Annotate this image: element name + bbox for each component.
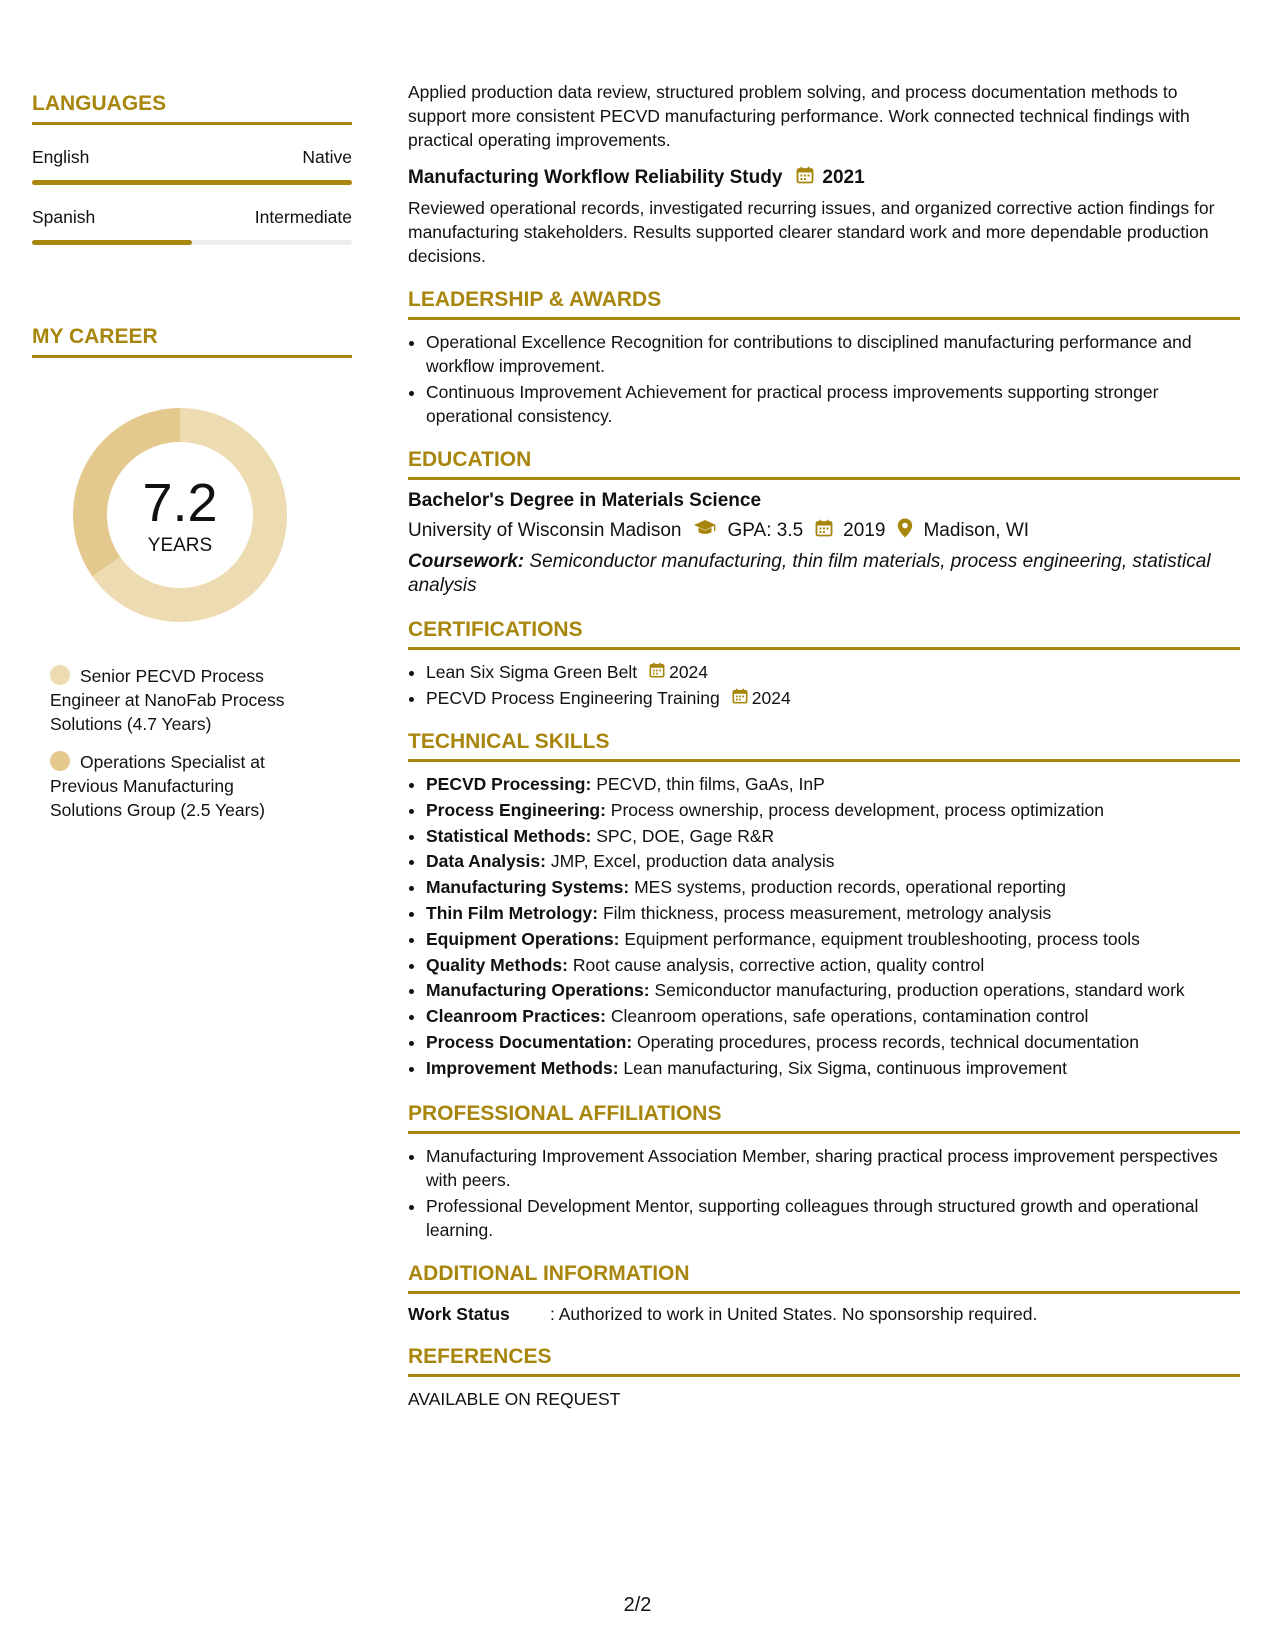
calendar-icon bbox=[649, 660, 665, 684]
skill-label: Statistical Methods: bbox=[426, 825, 592, 846]
skill-label: Process Engineering: bbox=[426, 799, 606, 820]
education-location: Madison, WI bbox=[923, 520, 1030, 541]
skill-label: PECVD Processing: bbox=[426, 774, 592, 794]
references-heading: REFERENCES bbox=[408, 1345, 1240, 1377]
skills-list bbox=[408, 772, 1240, 1082]
calendar-icon bbox=[732, 686, 748, 710]
skill-item bbox=[426, 927, 1240, 953]
career-legend-text: Senior PECVD Process Engineer at NanoFab Process Solutions (4.7 Years) bbox=[50, 666, 285, 734]
skill-value: Semiconductor manufacturing, production operations, standard work bbox=[654, 980, 1185, 1001]
certification-name: • Lean Six Sigma Green Belt bbox=[426, 662, 638, 682]
skill-value: Equipment performance, equipment troubleshooting, process tools bbox=[624, 928, 1140, 949]
certifications-list bbox=[408, 660, 1240, 710]
project-date: 2021 bbox=[822, 167, 865, 188]
skill-label: Data Analysis: bbox=[426, 851, 546, 872]
project-title: Manufacturing Workflow Reliability Study bbox=[408, 167, 783, 188]
skill-item bbox=[426, 1030, 1240, 1056]
languages-heading: LANGUAGES bbox=[32, 92, 352, 125]
certification-year: 2024 bbox=[669, 662, 709, 682]
education-coursework bbox=[408, 550, 1240, 598]
certifications-heading: CERTIFICATIONS bbox=[408, 618, 1240, 650]
skill-value: Operating procedures, process records, technical documentation bbox=[637, 1031, 1139, 1052]
coursework-label: Coursework: bbox=[408, 551, 525, 572]
education-gpa: GPA: 3.5 bbox=[727, 520, 804, 541]
language-item bbox=[32, 147, 352, 185]
career-legend bbox=[50, 664, 310, 822]
career-legend-text: Operations Specialist at Previous Manufacturing Solutions Group (2.5 Years) bbox=[50, 752, 265, 820]
legend-dot-icon bbox=[50, 751, 70, 771]
skill-item bbox=[426, 953, 1240, 979]
project-title-row bbox=[408, 166, 1240, 190]
project-description: Reviewed operational records, investigated recurring issues, and organized corrective action findings for manufacturing stakeholders. Results supported clearer standard work and more dependable production decisions. bbox=[408, 198, 1215, 266]
additional-info-heading: ADDITIONAL INFORMATION bbox=[408, 1262, 1240, 1294]
calendar-icon bbox=[796, 166, 814, 190]
references-text: AVAILABLE ON REQUEST bbox=[408, 1388, 621, 1409]
language-level-fill bbox=[32, 240, 192, 245]
language-level-fill bbox=[32, 180, 352, 185]
skill-item bbox=[426, 824, 1240, 850]
list-item bbox=[426, 686, 1240, 710]
language-name: English bbox=[32, 147, 90, 167]
skill-label: Quality Methods: bbox=[426, 954, 568, 975]
language-name: Spanish bbox=[32, 207, 96, 227]
skill-value: MES systems, production records, operational reporting bbox=[634, 877, 1066, 898]
career-legend-item bbox=[50, 750, 310, 822]
skill-value: Process ownership, process development, process optimization bbox=[610, 799, 1104, 820]
career-heading: MY CAREER bbox=[32, 325, 352, 358]
legend-dot-icon bbox=[50, 665, 70, 685]
graduation-cap-icon bbox=[693, 519, 717, 543]
affiliations-list bbox=[408, 1144, 1240, 1242]
career-donut-chart bbox=[67, 402, 293, 628]
skill-item bbox=[426, 798, 1240, 824]
skill-value: Lean manufacturing, Six Sigma, continuous improvement bbox=[623, 1057, 1067, 1078]
main-content bbox=[408, 80, 1240, 1411]
list-item: • Operational Excellence Recognition for contributions to disciplined manufacturing performance and workflow improvement. bbox=[426, 330, 1240, 378]
career-legend-item bbox=[50, 664, 310, 736]
language-level-bar bbox=[32, 180, 352, 185]
education-year: 2019 bbox=[843, 520, 886, 541]
skill-label: Manufacturing Operations: bbox=[426, 980, 650, 1001]
calendar-icon bbox=[815, 519, 833, 543]
skill-value: Root cause analysis, corrective action, quality control bbox=[572, 954, 985, 975]
sidebar bbox=[32, 92, 352, 836]
skill-label: Equipment Operations: bbox=[426, 928, 620, 949]
work-status-row bbox=[408, 1304, 1240, 1325]
skill-item bbox=[426, 849, 1240, 875]
language-item bbox=[32, 207, 352, 245]
list-item: • Continuous Improvement Achievement for practical process improvements supporting stronger operational consistency. bbox=[426, 380, 1240, 428]
career-total-years: 7.2 bbox=[142, 473, 218, 533]
list-item: • Manufacturing Improvement Association Member, sharing practical process improvement perspectives with peers. bbox=[426, 1144, 1240, 1192]
career-total-unit: YEARS bbox=[147, 535, 213, 556]
skill-value: Film thickness, process measurement, metrology analysis bbox=[602, 902, 1052, 923]
skill-value: Cleanroom operations, safe operations, contamination control bbox=[610, 1006, 1089, 1027]
skill-item bbox=[426, 901, 1240, 927]
skill-item bbox=[426, 978, 1240, 1004]
certification-name: • PECVD Process Engineering Training bbox=[426, 688, 720, 708]
coursework-text: Semiconductor manufacturing, thin film materials, process engineering, statistical analysis bbox=[408, 551, 1211, 596]
language-level: Intermediate bbox=[254, 207, 352, 227]
skill-item bbox=[426, 875, 1240, 901]
skill-value: JMP, Excel, production data analysis bbox=[550, 851, 835, 872]
skill-label: Improvement Methods: bbox=[426, 1057, 619, 1078]
skill-value: SPC, DOE, Gage R&R bbox=[596, 825, 775, 846]
project-intro: Applied production data review, structured problem solving, and process documentation methods to support more consistent PECVD manufacturing performance. Work connected technical findings with practical operating improvements. bbox=[408, 82, 1190, 150]
skill-label: Cleanroom Practices: bbox=[426, 1006, 606, 1027]
language-level-bar bbox=[32, 240, 352, 245]
location-pin-icon bbox=[897, 518, 913, 544]
skill-item bbox=[426, 1056, 1240, 1082]
work-status-value: : Authorized to work in United States. No sponsorship required. bbox=[550, 1303, 1038, 1324]
skill-label: Thin Film Metrology: bbox=[426, 902, 599, 923]
list-item bbox=[426, 660, 1240, 684]
work-status-label: Work Status bbox=[408, 1303, 510, 1324]
leadership-heading: LEADERSHIP & AWARDS bbox=[408, 288, 1240, 320]
skills-heading: TECHNICAL SKILLS bbox=[408, 730, 1240, 762]
skill-label: Manufacturing Systems: bbox=[426, 877, 630, 898]
language-level: Native bbox=[302, 147, 352, 167]
affiliations-heading: PROFESSIONAL AFFILIATIONS bbox=[408, 1102, 1240, 1134]
skill-value: PECVD, thin films, GaAs, InP bbox=[596, 774, 825, 794]
education-school: University of Wisconsin Madison bbox=[408, 520, 682, 541]
skill-item bbox=[426, 772, 1240, 798]
list-item: • Professional Development Mentor, supporting colleagues through structured growth and operational learning. bbox=[426, 1194, 1240, 1242]
education-heading: EDUCATION bbox=[408, 448, 1240, 480]
skill-label: Process Documentation: bbox=[426, 1031, 633, 1052]
skill-item bbox=[426, 1004, 1240, 1030]
education-details bbox=[408, 518, 1240, 544]
leadership-list bbox=[408, 330, 1240, 428]
page-number: 2/2 bbox=[623, 1594, 652, 1616]
certification-year: 2024 bbox=[751, 688, 791, 708]
education-degree: Bachelor's Degree in Materials Science bbox=[408, 490, 762, 511]
